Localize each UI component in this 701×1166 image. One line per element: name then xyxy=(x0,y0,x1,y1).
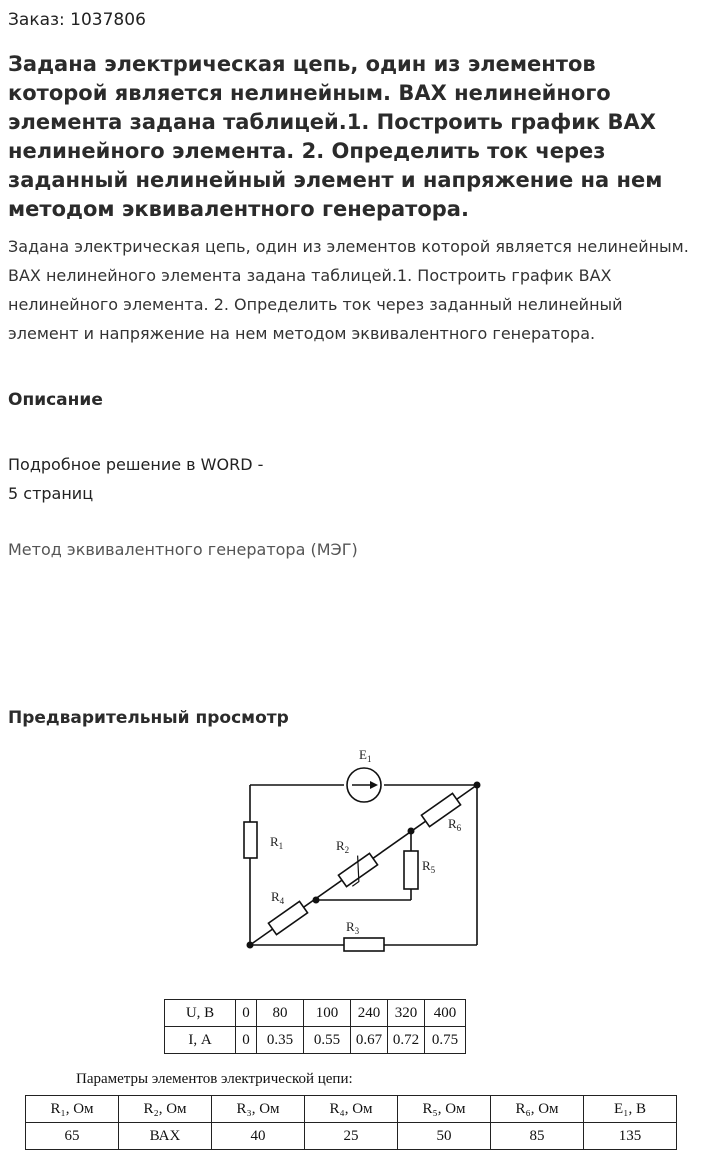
table-row xyxy=(165,1027,466,1054)
description-line-1: Подробное решение в WORD - xyxy=(8,455,264,474)
node-r5-top xyxy=(408,828,415,835)
table-header-cell: R₂, Ом xyxy=(119,1096,212,1123)
preview-heading: Предварительный просмотр xyxy=(8,708,289,728)
table-cell: 80 xyxy=(257,1000,304,1027)
table-row xyxy=(26,1123,677,1150)
r2-nonlinear-element xyxy=(336,849,380,889)
page-title: Задана электрическая цепь, один из элементов которой является нелинейным. ВАХ нелинейного элемента задана таблицей.1. Построить график ВАХ нелинейного элемента. 2. Определить ток через заданный нелинейный элемент и напряжение на нем методом эквивалентного генератора. xyxy=(8,52,663,221)
task-summary: Задана электрическая цепь, один из элементов которой является нелинейным. ВАХ нелинейного элемента задана таблицей.1. Построить график ВАХ нелинейного элемента. 2. Определить ток через заданный нелинейный элемент и напряжение на нем методом эквивалентного генератора. xyxy=(8,237,689,343)
table-cell: 0.72 xyxy=(388,1027,425,1054)
table-row xyxy=(26,1096,677,1123)
r4-label: $R_4$ xyxy=(271,889,285,906)
table-cell: 0 xyxy=(236,1027,257,1054)
r6-label: $R_6$ xyxy=(448,816,462,833)
table-header-cell: R₁, Ом xyxy=(26,1096,119,1123)
table-header-cell: R₆, Ом xyxy=(491,1096,584,1123)
table-cell: 85 xyxy=(491,1123,584,1150)
table-row xyxy=(165,1000,466,1027)
table-cell: 0.55 xyxy=(304,1027,351,1054)
table-header-cell: R₅, Ом xyxy=(398,1096,491,1123)
node-top-right xyxy=(474,782,481,789)
table-cell: 135 xyxy=(584,1123,677,1150)
r1-resistor xyxy=(244,822,257,858)
r3-label: $R_3$ xyxy=(346,919,360,936)
table-cell: 400 xyxy=(425,1000,466,1027)
table-cell: ВАХ xyxy=(119,1123,212,1150)
r3-resistor xyxy=(344,938,384,951)
circuit-diagram xyxy=(240,740,500,965)
table-cell: I, А xyxy=(165,1027,236,1054)
vax-table xyxy=(164,999,466,1054)
r5-resistor xyxy=(404,851,418,889)
node-bottom-left xyxy=(247,942,254,949)
e1-source xyxy=(347,768,381,802)
order-number: Заказ: 1037806 xyxy=(8,10,146,30)
method-text: Метод эквивалентного генератора (МЭГ) xyxy=(8,540,358,559)
description-heading: Описание xyxy=(8,390,103,410)
table-cell: 0.67 xyxy=(351,1027,388,1054)
table-cell: U, В xyxy=(165,1000,236,1027)
r5-label: $R_5$ xyxy=(422,858,436,875)
node-r5-bottom xyxy=(313,897,320,904)
table-cell: 65 xyxy=(26,1123,119,1150)
r2-label: $R_2$ xyxy=(336,838,350,855)
table-header-cell: R₃, Ом xyxy=(212,1096,305,1123)
table-cell: 25 xyxy=(305,1123,398,1150)
r1-label: $R_1$ xyxy=(270,834,284,851)
r4-resistor xyxy=(268,901,307,934)
table-cell: 100 xyxy=(304,1000,351,1027)
description-line-2: 5 страниц xyxy=(8,484,94,503)
table-cell: 50 xyxy=(398,1123,491,1150)
table-header-cell: R₄, Ом xyxy=(305,1096,398,1123)
table-cell: 320 xyxy=(388,1000,425,1027)
table-cell: 240 xyxy=(351,1000,388,1027)
table-header-cell: E₁, В xyxy=(584,1096,677,1123)
table-cell: 0.35 xyxy=(257,1027,304,1054)
params-caption: Параметры элементов электрической цепи: xyxy=(76,1071,353,1087)
table-cell: 40 xyxy=(212,1123,305,1150)
params-table xyxy=(25,1095,677,1150)
table-cell: 0 xyxy=(236,1000,257,1027)
table-cell: 0.75 xyxy=(425,1027,466,1054)
e1-label: $E_1$ xyxy=(359,747,372,764)
